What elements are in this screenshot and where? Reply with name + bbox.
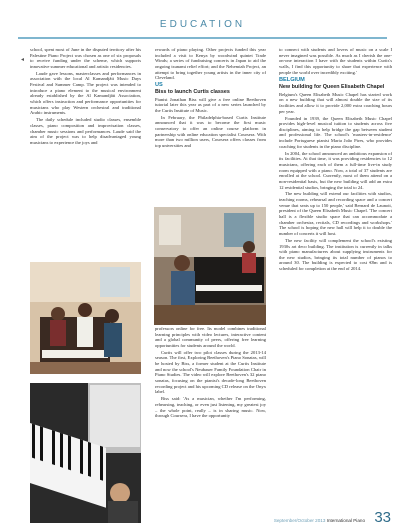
country-heading: BELGIUM bbox=[279, 77, 305, 84]
photo-piano-keyboard bbox=[30, 383, 141, 523]
paragraph: professors online for free. Its model combines traditional learning principles with video lectures, interactive content and a global community of peers, offering free learning opportunities for students around the world. bbox=[155, 326, 266, 348]
paragraph: The new facility will complement the school's existing 1930s art deco building. The institution is currently in talks with piano manufacturers about supplying instruments for the new studios, bringing its total number of pianos to around 30. The building is expected to cost €8m and is scheduled for completion at the end of 2014. bbox=[279, 237, 392, 272]
paragraph: In 2004, the school announced an ambitious expansion of its facilities. At that time, it was providing residencies to 12 musicians, offering each of them a full-time live-in study room equipped with a piano. Now, a total of 37 students are enrolled at the school. Currently, most of them attend on a non-residential basis, but the new building will add an extra 12 residential studios, bringing the total to 24. bbox=[279, 150, 392, 190]
arrow-marker-icon: ◂ bbox=[21, 57, 25, 63]
publication-name: International Piano bbox=[326, 518, 365, 523]
photo-pianist-performing bbox=[154, 207, 266, 325]
article-headline: Biss to launch Curtis classes bbox=[155, 89, 230, 96]
page-header bbox=[0, 0, 405, 48]
paragraph: Laude gave lessons, masterclasses and performances in association with the local Al Kamandjâti Music Days Festival and Summer Camp. The project was intended to introduce a piano element to the musical environment already established by the Al Kamandjâti Association, which offers instruction and performance opportunities for musicians who play Western orchestral and traditional Arabic instruments. bbox=[30, 70, 141, 116]
paragraph: school, spent most of June in the disputed territory after his Palestine Piano Project was chosen as one of six proposals to receive funding under the scheme, which supports innovative summer educational and artistic residencies. bbox=[30, 47, 141, 69]
section-title: EDUCATION bbox=[159, 19, 246, 30]
paragraph: Biss said: 'As a musician, whether I'm performing, rehearsing, teaching, or even just listening, my greatest joy – the whole point, really – is in sharing music. Now, through Coursera, I have the opportunity bbox=[155, 396, 266, 419]
issue-date: September/October 2013 bbox=[273, 518, 326, 523]
paragraph: rewards of piano playing. Other projects funded this year included a visit to Kenya by woodwind quintet Trade Winds; a series of fundraising concerts in Japan to aid the ongoing tsunami relief effort; and the Nehemiah Project, an attempt to bring together young artists in the inner city of Cleveland. bbox=[155, 47, 266, 81]
paragraph: Founded in 1939, the Queen Elisabeth Music Chapel provides high-level musical tuition to students across five disciplines, aiming to help bridge the gap between student and professional life. The school's 'masters-in-residence' include Portuguese pianist Maria João Pires, who provides coaching for students in the piano discipline. bbox=[279, 115, 392, 149]
article-headline: New building for Queen Elisabeth Chapel bbox=[279, 84, 385, 91]
paragraph: In February, the Philadelphia-based Curtis Institute announced that it was to become the first music conservatory to offer an online course platform in partnership with online education specialist Coursera. With more than two million users, Coursera offers classes from top universities and bbox=[155, 114, 266, 148]
country-heading: US bbox=[155, 82, 163, 89]
paragraph: Belgium's Queen Elisabeth Music Chapel has started work on a new building that will almost double the size of its facilities and allow it to provide 2,000 extra coaching hours per year. bbox=[279, 91, 392, 114]
paragraph: Pianist Jonathan Biss will give a free online Beethoven tutorial later this year as part of a new series launched by the Curtis Institute of Music. bbox=[155, 96, 266, 113]
column-1 bbox=[30, 47, 141, 260]
paragraph: The new building will extend our facilities with studios, teaching rooms, rehearsal and recording space and a concert venue that seats up to 150 people,' said Bernard de Launoit, president of the Queen Elisabeth Music Chapel. 'The concert hall is a flexible studio space that can accommodate a chamber orchestra, recitals, CD recordings and workshops.' The school is hoping the new hall will help it to double the number of concerts it will host. bbox=[279, 191, 392, 236]
paragraph: Curtis will offer two pilot classes during the 2013-14 season. The first, Exploring Beethoven's Piano Sonatas, will be hosted by Biss, a former student at the Curtis Institute and now the school's Neubauer Family Foundation Chair in Piano Studies. The video will explore Beethoven's 32 piano sonatas, focusing on the pianist's decade-long Beethoven recording project and his upcoming CD release on the Onyx label. bbox=[155, 349, 266, 395]
paragraph: The daily schedule included studio classes, ensemble classes, piano composition and improvisation classes, chamber music sessions and performances. Laude said the aim of the project was to help disadvantaged young musicians to experience the joys and bbox=[30, 117, 141, 145]
column-3 bbox=[279, 47, 392, 521]
header-rule bbox=[18, 37, 387, 39]
paragraph: to connect with students and lovers of music on a scale I never imagined was possible. As much as I cherish the one-on-one interaction I have with the students within Curtis's walls, I find this opportunity to share that experience with people the world over incredibly exciting.' bbox=[279, 47, 392, 75]
page-footer bbox=[274, 518, 365, 523]
column-2-lower bbox=[155, 326, 266, 522]
photo-children-at-piano bbox=[30, 262, 141, 374]
page-number: 33 bbox=[374, 509, 391, 526]
